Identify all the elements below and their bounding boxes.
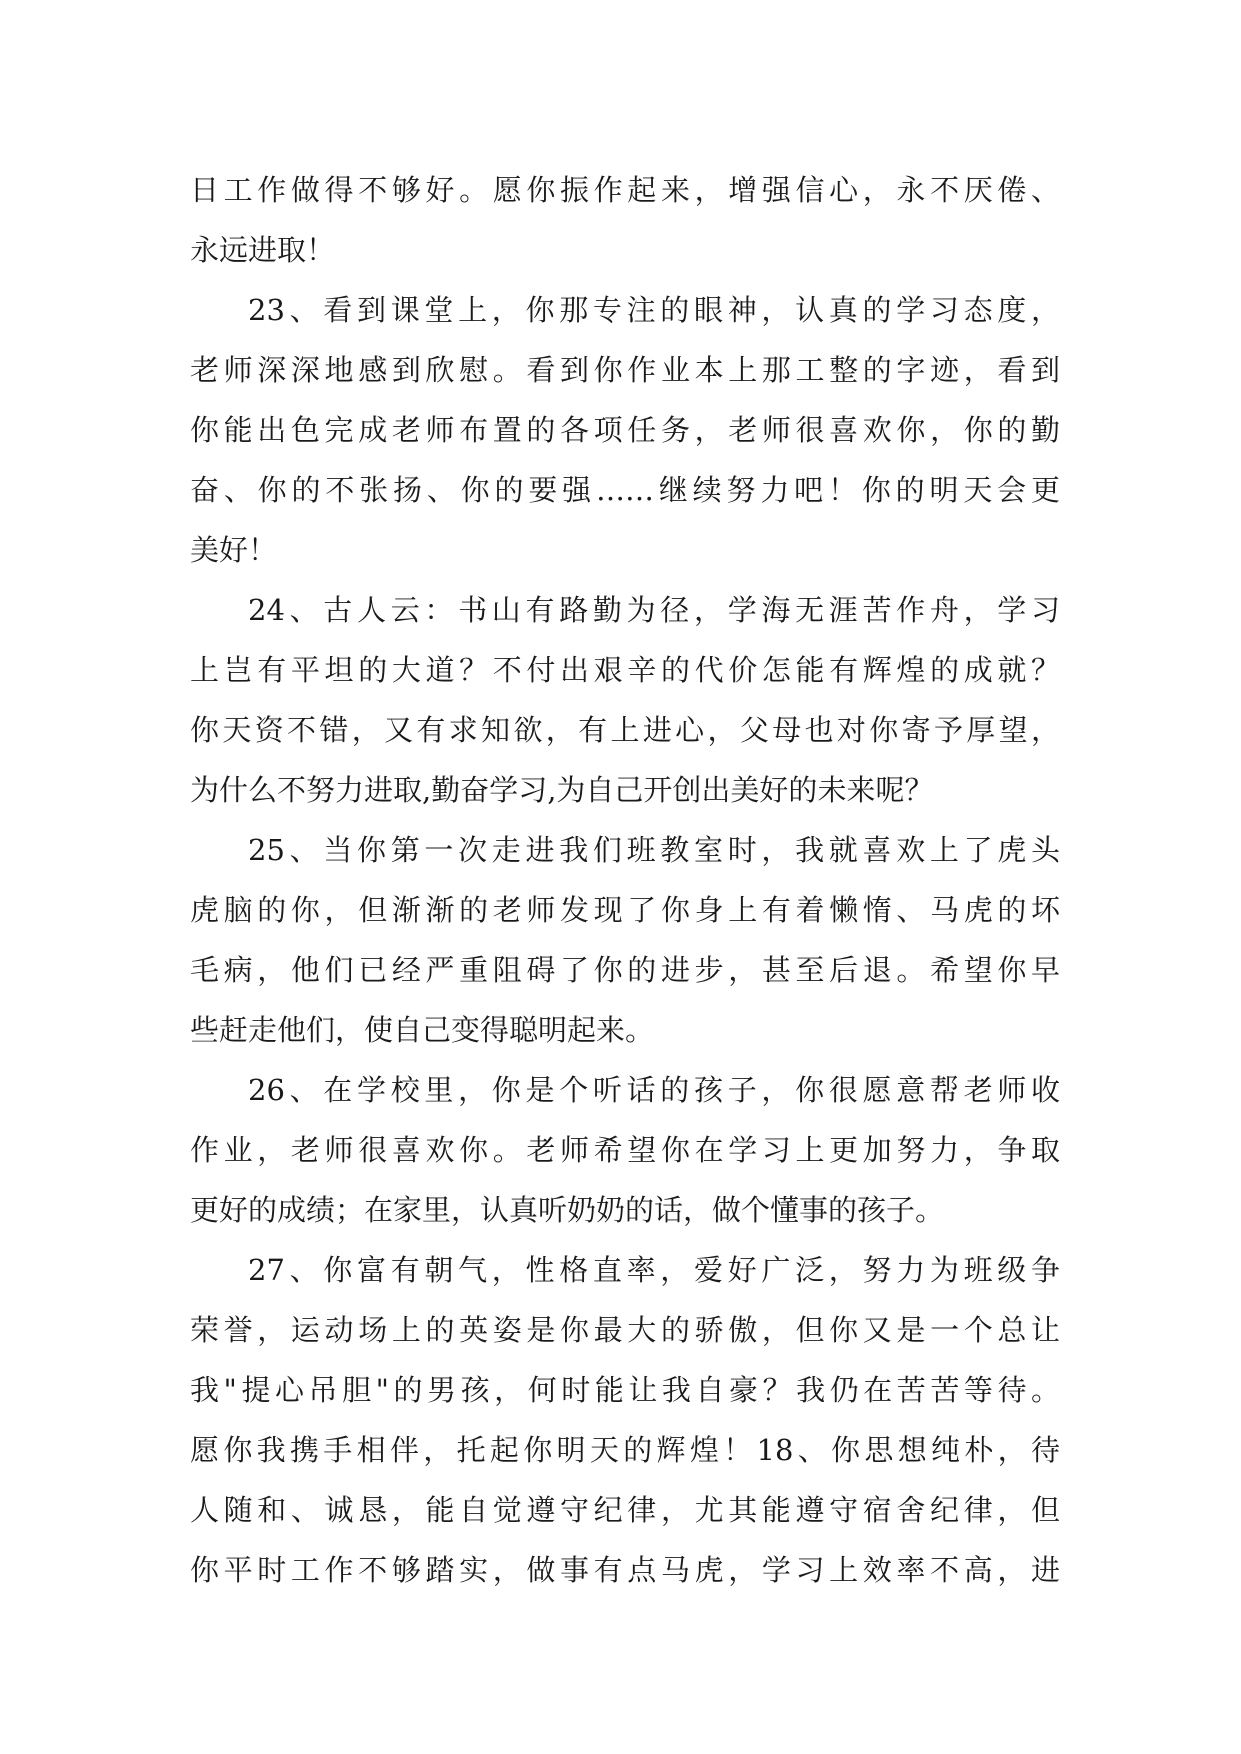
text-line: 你能出色完成老师布置的各项任务，老师很喜欢你，你的勤 (190, 413, 1060, 447)
text-line: 26、在学校里，你是个听话的孩子，你很愿意帮老师收 (248, 1073, 1060, 1107)
text-line: 你平时工作不够踏实，做事有点马虎，学习上效率不高，进 (190, 1553, 1060, 1587)
text-line: 作业，老师很喜欢你。老师希望你在学习上更加努力，争取 (190, 1133, 1060, 1167)
text-line: 27、你富有朝气，性格直率，爱好广泛，努力为班级争 (248, 1253, 1060, 1287)
text-line: 人随和、诚恳，能自觉遵守纪律，尤其能遵守宿舍纪律，但 (190, 1493, 1060, 1527)
text-line: 愿你我携手相伴，托起你明天的辉煌！18、你思想纯朴，待 (190, 1433, 1060, 1467)
text-line: 24、古人云：书山有路勤为径，学海无涯苦作舟，学习 (248, 593, 1060, 627)
text-line: 上岂有平坦的大道？不付出艰辛的代价怎能有辉煌的成就？ (190, 653, 1060, 687)
text-line: 永远进取！ (190, 233, 336, 267)
text-line: 23、看到课堂上，你那专注的眼神，认真的学习态度， (248, 293, 1060, 327)
text-line: 美好！ (190, 533, 278, 567)
text-line: 为什么不努力进取,勤奋学习,为自己开创出美好的未来呢？ (190, 773, 934, 807)
text-line: 日工作做得不够好。愿你振作起来，增强信心，永不厌倦、 (190, 173, 1060, 207)
text-line: 虎脑的你，但渐渐的老师发现了你身上有着懒惰、马虎的坏 (190, 893, 1060, 927)
text-line: 荣誉，运动场上的英姿是你最大的骄傲，但你又是一个总让 (190, 1313, 1060, 1347)
text-line: 更好的成绩；在家里，认真听奶奶的话，做个懂事的孩子。 (190, 1193, 945, 1227)
text-line: 些赶走他们，使自己变得聪明起来。 (190, 1013, 655, 1047)
text-line: 我"提心吊胆"的男孩，何时能让我自豪？我仍在苦苦等待。 (190, 1373, 1060, 1407)
text-line: 毛病，他们已经严重阻碍了你的进步，甚至后退。希望你早 (190, 953, 1060, 987)
body-text (190, 160, 1060, 1600)
text-line: 奋、你的不张扬、你的要强……继续努力吧！你的明天会更 (190, 473, 1060, 507)
text-line: 你天资不错，又有求知欲，有上进心，父母也对你寄予厚望， (190, 713, 1060, 747)
text-line: 25、当你第一次走进我们班教室时，我就喜欢上了虎头 (248, 833, 1060, 867)
text-line: 老师深深地感到欣慰。看到你作业本上那工整的字迹，看到 (190, 353, 1060, 387)
